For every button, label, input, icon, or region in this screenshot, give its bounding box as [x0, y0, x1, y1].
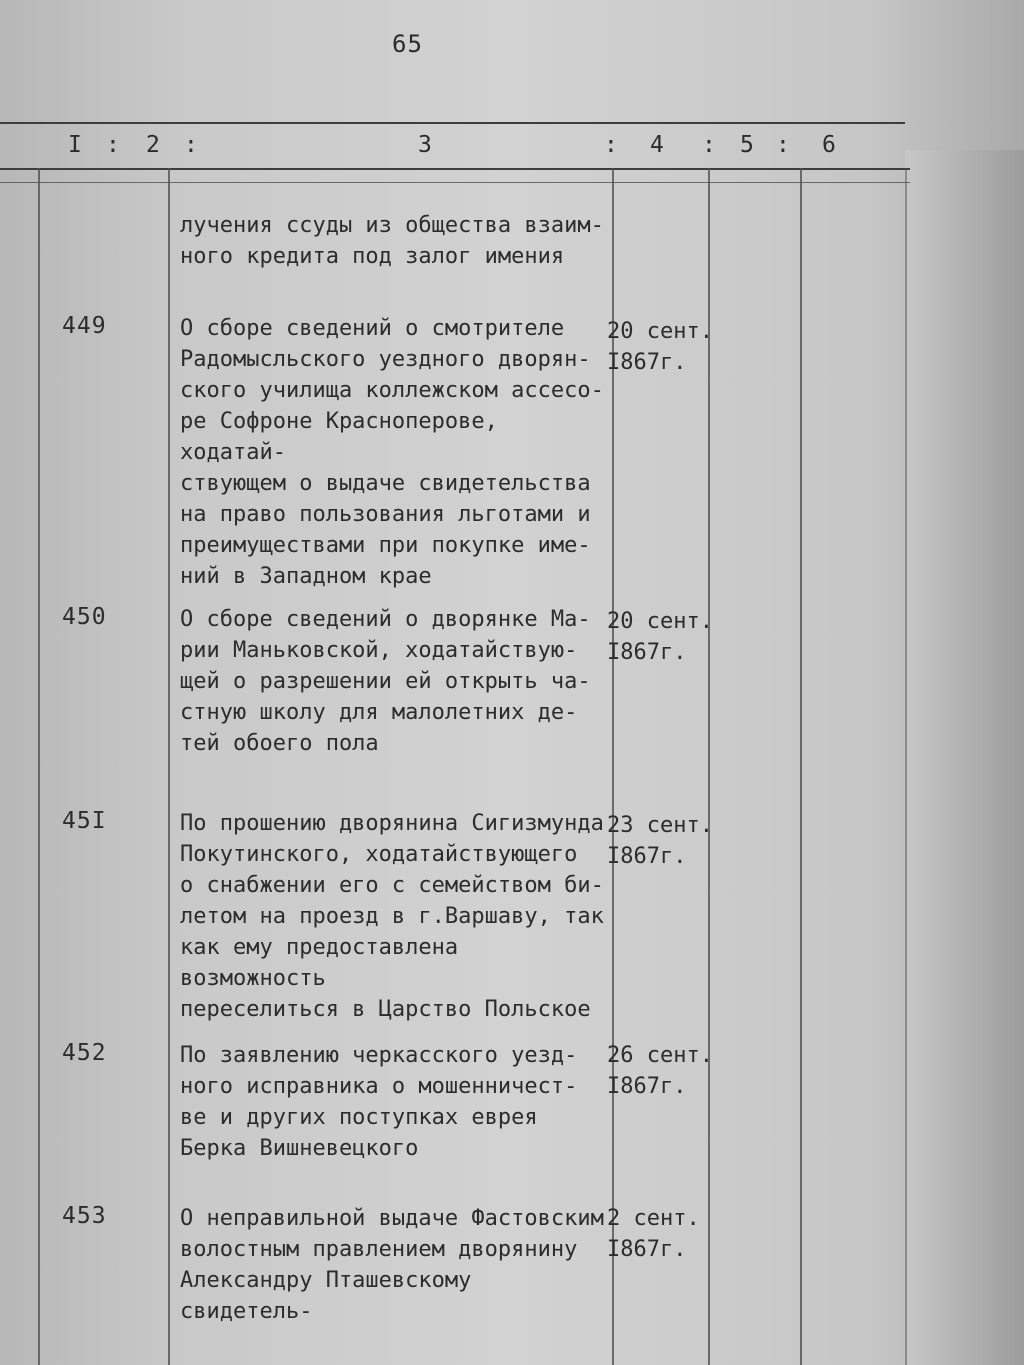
- entry-date: 2 сент. I867г.: [607, 1206, 700, 1262]
- column-divider-5: [800, 168, 802, 1365]
- entry-description: О сборе сведений о смотрителе Радомысльского уездного дворян- ского училища коллежском ассесо- ре Софроне Красноперове, ходатай- ствующем о выдаче свидетельства на право пользования льготами и преимуществами при покупке име- ний в Западном крае: [180, 316, 604, 589]
- col-header-1: I: [68, 132, 82, 158]
- col-header-6: 6: [822, 132, 836, 158]
- entry-number: 450: [62, 604, 107, 630]
- entry-number: 449: [62, 313, 107, 339]
- entry-description: По прошению дворянина Сигизмунда Покутинского, ходатайствующего о снабжении его с семейством би- летом на проезд в г.Варшаву, так как ему предоставлена возможность переселиться в Царство Польское: [180, 811, 604, 1022]
- header-top-rule: [0, 122, 905, 124]
- continuation-text: лучения ссуды из общества взаим- ного кредита под залог имения: [180, 213, 604, 269]
- column-divider-2: [168, 168, 170, 1365]
- entry-description: О сборе сведений о дворянке Ма- рии Маньковской, ходатайствую- щей о разрешении ей открыть ча- стную школу для малолетних де- тей обоего пола: [180, 607, 591, 756]
- entry-date: 20 сент. I867г.: [607, 319, 713, 375]
- col-header-3: 3: [418, 132, 432, 158]
- page-fold-shadow: [905, 150, 1024, 1365]
- column-divider-1: [38, 168, 40, 1365]
- col-header-5: 5: [740, 132, 754, 158]
- entry-date: 26 сент. I867г.: [607, 1043, 713, 1099]
- entry-number: 453: [62, 1203, 107, 1229]
- header-bottom-rule: [0, 182, 910, 183]
- column-divider-6: [905, 168, 907, 1365]
- entry-description: О неправильной выдаче Фастовским волостным правлением дворянину Александру Пташевскому свидетель-: [180, 1206, 604, 1324]
- col-header-sep: :: [184, 132, 198, 158]
- entry-description: По заявлению черкасского уезд- ного исправника о мошенничест- ве и других поступках еврея Берка Вишневецкого: [180, 1043, 578, 1161]
- col-header-sep: :: [776, 132, 790, 158]
- col-header-sep: :: [604, 132, 618, 158]
- entry-date: 20 сент. I867г.: [607, 609, 713, 665]
- entry-number: 45I: [62, 808, 107, 834]
- column-header-row: [0, 132, 910, 168]
- header-mid-rule: [0, 168, 910, 170]
- col-header-4: 4: [650, 132, 664, 158]
- col-header-sep: :: [106, 132, 120, 158]
- col-header-2: 2: [146, 132, 160, 158]
- col-header-sep: :: [702, 132, 716, 158]
- entry-date: 23 сент. I867г.: [607, 813, 713, 869]
- page-number: 65: [392, 30, 423, 58]
- entry-number: 452: [62, 1040, 107, 1066]
